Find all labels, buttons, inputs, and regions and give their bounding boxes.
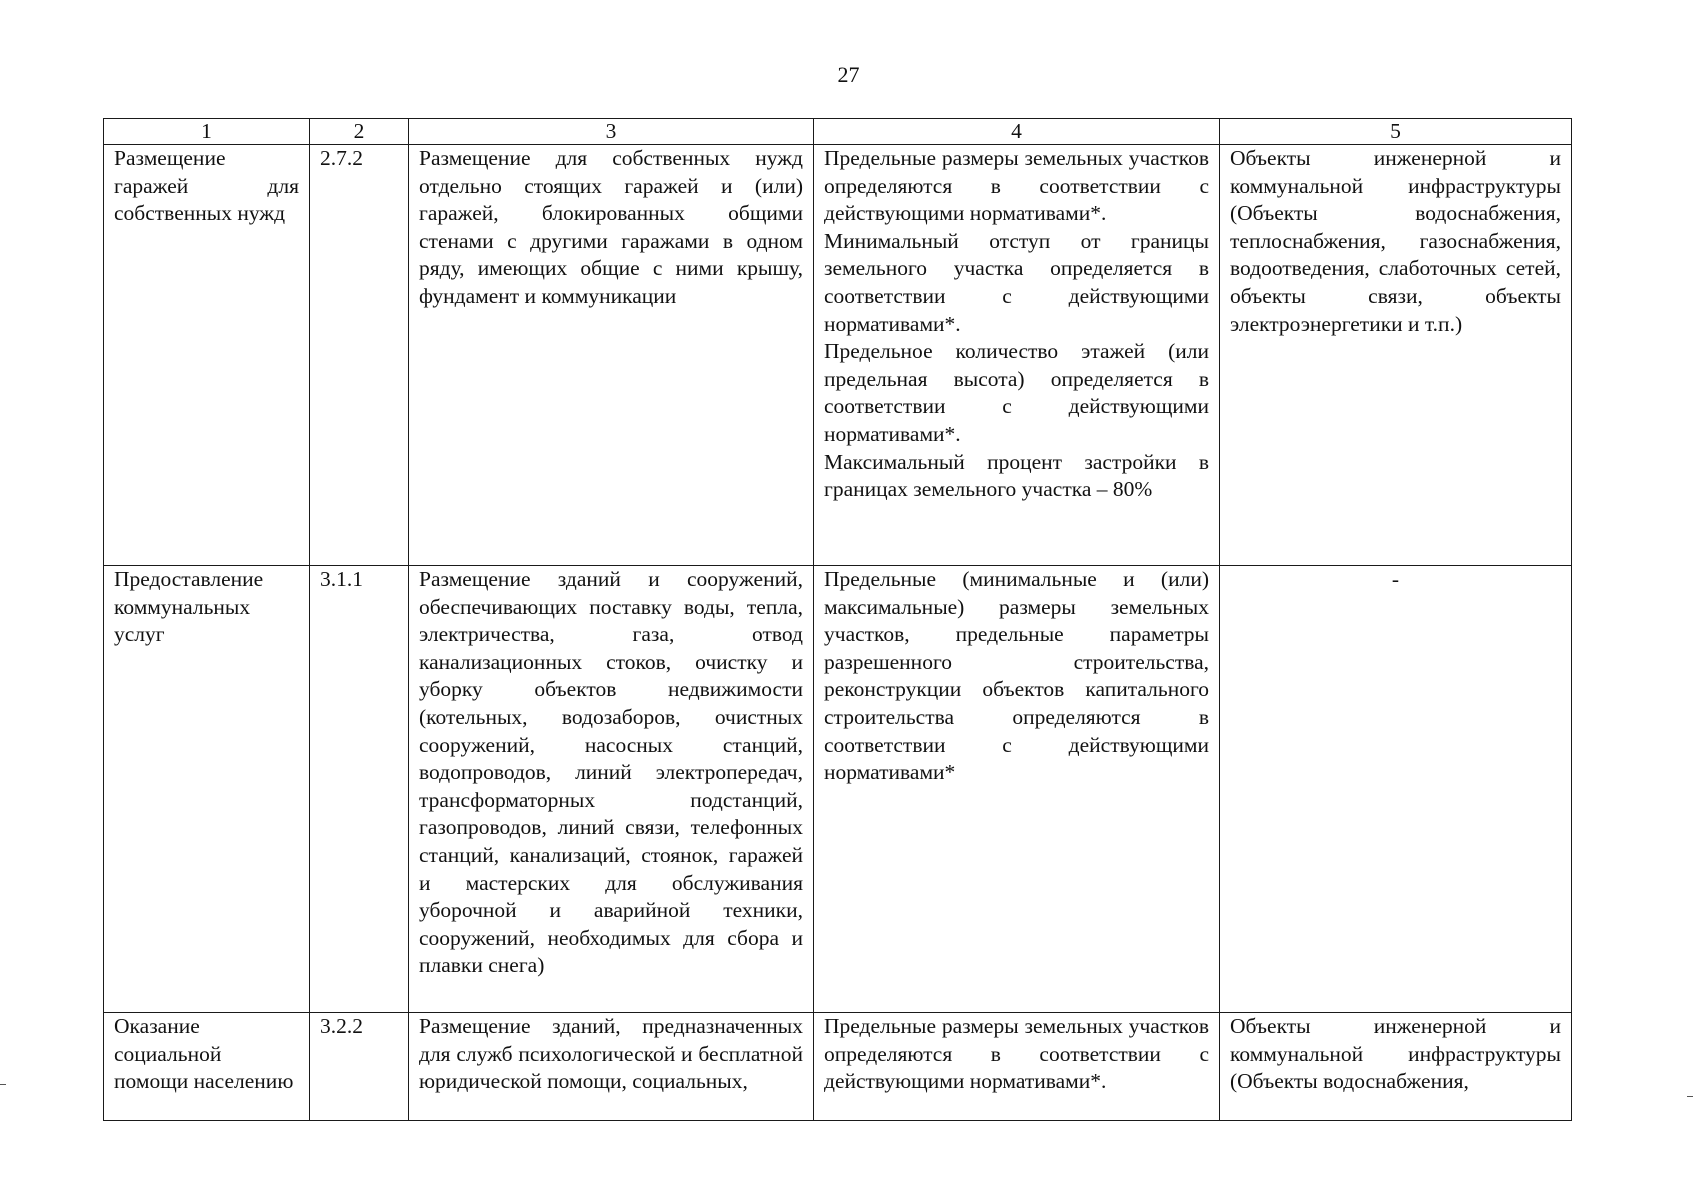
table-row bbox=[104, 145, 1572, 566]
permitted-objects: Объекты инженерной и коммунальной инфраструктуры (Объекты водоснабжения, bbox=[1220, 1013, 1572, 1121]
permitted-objects: Объекты инженерной и коммунальной инфраструктуры (Объекты водоснабжения, теплоснабжения, газоснабжения, водоотведения, слаботочных сетей, объекты связи, объекты электроэнергетики и т.п.) bbox=[1220, 145, 1572, 566]
parameter-paragraph: Предельные размеры земельных участков определяются в соответствии с действующими нормативами*. bbox=[824, 1014, 1209, 1094]
use-type-name: Предоставление коммунальных услуг bbox=[104, 566, 310, 1013]
header-col-3: 3 bbox=[409, 119, 814, 145]
use-type-name: Оказание социальной помощи населению bbox=[104, 1013, 310, 1121]
scan-edge-mark bbox=[1687, 1096, 1693, 1097]
header-col-1: 1 bbox=[104, 119, 310, 145]
construction-parameters bbox=[814, 145, 1220, 566]
header-col-5: 5 bbox=[1220, 119, 1572, 145]
use-type-code: 3.2.2 bbox=[310, 1013, 409, 1121]
table-row bbox=[104, 1013, 1572, 1121]
parameter-paragraph: Предельные размеры земельных участков определяются в соответствии с действующими нормативами*. bbox=[824, 146, 1209, 226]
parameter-paragraph: Максимальный процент застройки в границах земельного участка – 80% bbox=[824, 449, 1209, 502]
use-type-code: 3.1.1 bbox=[310, 566, 409, 1013]
land-use-regulations-table bbox=[103, 118, 1572, 1121]
parameter-paragraph: Предельные (минимальные и (или) максимальные) размеры земельных участков, предельные параметры разрешенного строительства, реконструкции объектов капитального строительства определяются в соответствии с действующими нормативами* bbox=[824, 567, 1209, 785]
parameter-paragraph: Минимальный отступ от границы земельного участка определяется в соответствии с действующими нормативами*. bbox=[824, 228, 1209, 336]
use-type-description: Размещение зданий и сооружений, обеспечивающих поставку воды, тепла, электричества, газа, отвод канализационных стоков, очистку и уборку объектов недвижимости (котельных, водозаборов, очистных сооружений, насосных станций, водопроводов, линий электропередач, трансформаторных подстанций, газопроводов, линий связи, телефонных станций, канализаций, стоянок, гаражей и мастерских для обслуживания уборочной и аварийной техники, сооружений, необходимых для сбора и плавки снега) bbox=[409, 566, 814, 1013]
table-row bbox=[104, 566, 1572, 1013]
construction-parameters bbox=[814, 1013, 1220, 1121]
page-number: 27 bbox=[837, 62, 860, 87]
use-type-description: Размещение для собственных нужд отдельно стоящих гаражей и (или) гаражей, блокированных общими стенами с другими гаражами в одном ряду, имеющих общие с ними крышу, фундамент и коммуникации bbox=[409, 145, 814, 566]
scan-edge-mark bbox=[0, 1084, 6, 1085]
header-col-4: 4 bbox=[814, 119, 1220, 145]
use-type-description: Размещение зданий, предназначенных для служб психологической и бесплатной юридической помощи, социальных, bbox=[409, 1013, 814, 1121]
use-type-code: 2.7.2 bbox=[310, 145, 409, 566]
header-col-2: 2 bbox=[310, 119, 409, 145]
permitted-objects: - bbox=[1220, 566, 1572, 1013]
table-header-row bbox=[104, 119, 1572, 145]
use-type-name: Размещение гаражей для собственных нужд bbox=[104, 145, 310, 566]
parameter-paragraph: Предельное количество этажей (или предельная высота) определяется в соответствии с действующими нормативами*. bbox=[824, 339, 1209, 446]
construction-parameters bbox=[814, 566, 1220, 1013]
